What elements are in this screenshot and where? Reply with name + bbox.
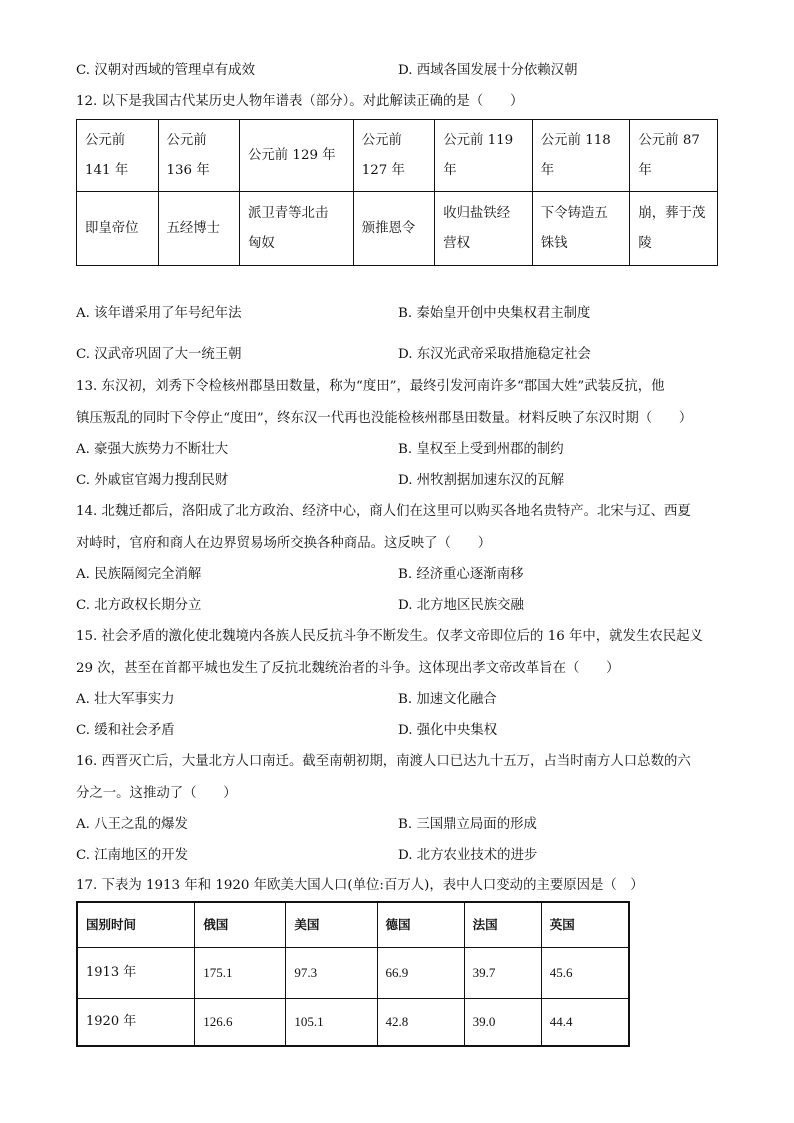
q12-stem: 12. 以下是我国古代某历史人物年谱表（部分）。对此解读正确的是（ ） (76, 94, 524, 109)
q13-option-d: D. 州牧割据加速东汉的瓦解 (398, 473, 565, 488)
table-cell: 1913 年 (77, 947, 195, 998)
q16-stem-line-1: 16. 西晋灭亡后，大量北方人口南迁。截至南朝初期，南渡人口已达九十五万，占当时南方人口总数的六 (76, 754, 691, 769)
q15-option-a: A. 壮大军事实力 (76, 692, 175, 707)
q13-option-b: B. 皇权至上受到州郡的制约 (398, 442, 564, 457)
q16-option-d: D. 北方农业技术的进步 (398, 848, 538, 863)
q15-stem-line-2: 29 次，甚至在首都平城也发生了反抗北魏统治者的斗争。这体现出孝文帝改革旨在（ ） (76, 661, 620, 676)
table-cell: 公元前 119 年 (435, 120, 533, 192)
table-header-cell: 国别时间 (77, 902, 195, 947)
q12-option-a: A. 该年谱采用了年号纪年法 (76, 306, 242, 321)
q14-stem-line-1: 14. 北魏迁都后，洛阳成了北方政治、经济中心，商人们在这里可以购买各地名贵特产。北宋与辽、西夏 (76, 504, 691, 519)
q15-option-d: D. 强化中央集权 (398, 723, 498, 738)
table-cell: 即皇帝位 (77, 192, 159, 266)
q13-stem-line-1: 13. 东汉初，刘秀下令检核州郡垦田数量，称为“度田”，最终引发河南许多“郡国大姓”武装反抗，他 (76, 379, 665, 394)
table-cell: 39.7 (464, 947, 541, 998)
table-cell: 公元前 87 年 (630, 120, 718, 192)
q14-option-b: B. 经济重心逐渐南移 (398, 567, 524, 582)
q11-option-c: C. 汉朝对西域的管理卓有成效 (76, 63, 255, 78)
q12-option-b: B. 秦始皇开创中央集权君主制度 (398, 306, 591, 321)
table-header-cell: 俄国 (195, 902, 286, 947)
q13-stem-line-2: 镇压叛乱的同时下令停止“度田”，终东汉一代再也没能检核州郡垦田数量。材料反映了东汉时期（ ） (76, 411, 693, 426)
q14-option-d: D. 北方地区民族交融 (398, 598, 524, 613)
table-header-cell: 英国 (541, 902, 629, 947)
table-header-cell: 法国 (464, 902, 541, 947)
table-cell: 45.6 (541, 947, 629, 998)
q17-stem: 17. 下表为 1913 年和 1920 年欧美大国人口(单位:百万人)，表中人口变动的主要原因是（ ） (76, 878, 644, 893)
table-cell: 66.9 (377, 947, 464, 998)
table-cell: 175.1 (195, 947, 286, 998)
q14-option-a: A. 民族隔阂完全消解 (76, 567, 202, 582)
table-row (77, 192, 718, 266)
q12-option-c: C. 汉武帝巩固了大一统王朝 (76, 347, 242, 362)
table-row (77, 947, 629, 998)
table-cell: 下令铸造五 铢钱 (532, 192, 630, 266)
q16-option-c: C. 江南地区的开发 (76, 848, 189, 863)
table-cell: 派卫青等北击 匈奴 (240, 192, 354, 266)
q14-stem-line-2: 对峙时，官府和商人在边界贸易场所交换各种商品。这反映了（ ） (76, 536, 492, 551)
table-cell: 公元前 127 年 (353, 120, 435, 192)
table-row (77, 998, 629, 1046)
q14-option-c: C. 北方政权长期分立 (76, 598, 202, 613)
table-cell: 126.6 (195, 998, 286, 1046)
table-cell: 公元前 118 年 (532, 120, 630, 192)
q13-option-c: C. 外戚宦官竭力搜刮民财 (76, 473, 229, 488)
table-cell: 五经博士 (158, 192, 240, 266)
q16-stem-line-2: 分之一。这推动了（ ） (76, 786, 237, 801)
table-cell: 42.8 (377, 998, 464, 1046)
table-cell: 1920 年 (77, 998, 195, 1046)
table-cell: 公元前 141 年 (77, 120, 159, 192)
table-header-cell: 美国 (286, 902, 377, 947)
table-cell: 44.4 (541, 998, 629, 1046)
q12-option-d: D. 东汉光武帝采取措施稳定社会 (398, 347, 591, 362)
table-cell: 97.3 (286, 947, 377, 998)
table-header-row (77, 902, 629, 947)
table-cell: 公元前 136 年 (158, 120, 240, 192)
q13-option-a: A. 豪强大族势力不断壮大 (76, 442, 229, 457)
table-cell: 公元前 129 年 (240, 120, 354, 192)
table-cell: 崩，葬于茂 陵 (630, 192, 718, 266)
table-cell: 105.1 (286, 998, 377, 1046)
q17-population-table (76, 901, 630, 1047)
q12-timeline-table (76, 119, 718, 266)
q15-option-c: C. 缓和社会矛盾 (76, 723, 175, 738)
q15-option-b: B. 加速文化融合 (398, 692, 497, 707)
q15-stem-line-1: 15. 社会矛盾的激化使北魏境内各族人民反抗斗争不断发生。仅孝文帝即位后的 16 年中，就发生农民起义 (76, 629, 703, 644)
q11-option-d: D. 西域各国发展十分依赖汉朝 (398, 63, 578, 78)
table-cell: 39.0 (464, 998, 541, 1046)
q16-option-b: B. 三国鼎立局面的形成 (398, 817, 537, 832)
table-cell: 收归盐铁经 营权 (435, 192, 533, 266)
q16-option-a: A. 八王之乱的爆发 (76, 817, 188, 832)
table-row (77, 120, 718, 192)
table-cell: 颁推恩令 (353, 192, 435, 266)
table-header-cell: 德国 (377, 902, 464, 947)
